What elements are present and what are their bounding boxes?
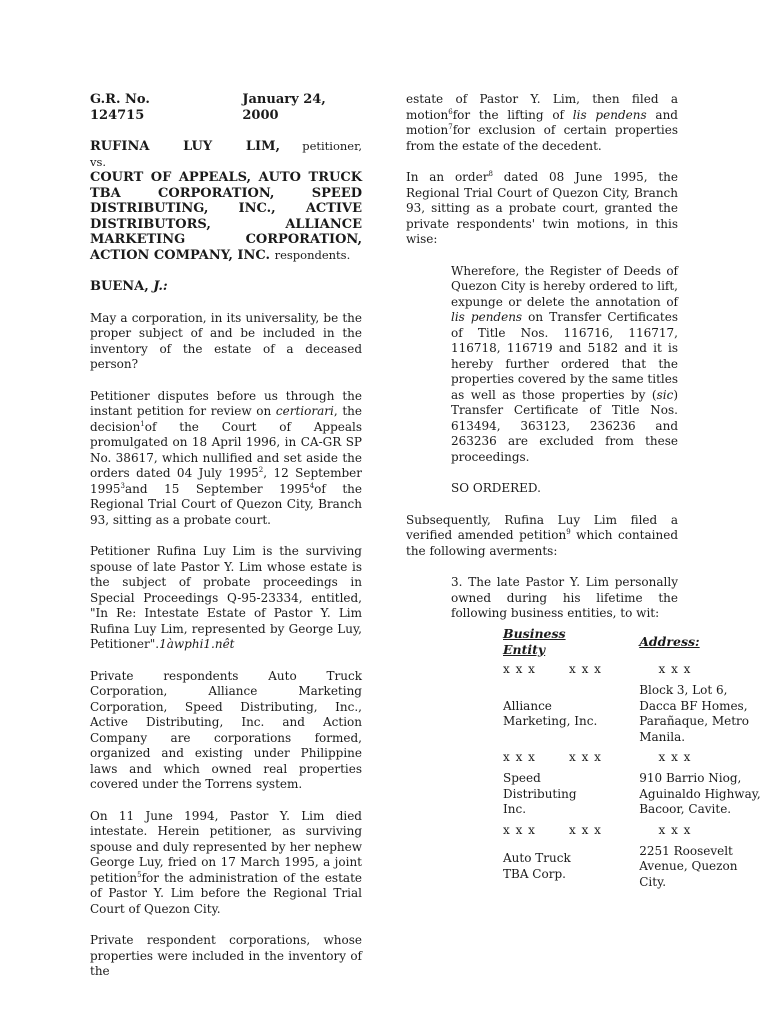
paragraph-motion: estate of Pastor Y. Lim, then filed a motion$^6$for the lifting of lis pendens and motion$^7$for exclusion of certain properties from the estate of the decedent. bbox=[406, 92, 678, 153]
quoted-order: Wherefore, the Register of Deeds of Quezon City is hereby ordered to lift, expunge or delete the annotation of lis pendens on Transfer Certificates of Title Nos. 116716, 116717, 116718, 116719 and 5182 and it is hereby further ordered that the properties covered by the same titles as well as those properties by (sic) Transfer Certificate of Title Nos. 613494, 363123, 236236 and 263236 are excluded from these proceedings. bbox=[451, 263, 678, 464]
ponente bbox=[90, 279, 362, 295]
versus: vs. bbox=[90, 154, 107, 169]
separator-row: x x x x x x x x x bbox=[503, 750, 692, 765]
paragraph-respondents: Private respondents Auto Truck Corporation, Alliance Marketing Corporation, Speed Distributing, Inc., Active Distributing, Inc. and Action Company are corporations formed, organized and existing under Philippine laws and which owned real properties covered under the Torrens system. bbox=[90, 668, 362, 791]
paragraph-petition: Petitioner disputes before us through the instant petition for review on certiorari, the decision$^1$of the Court of Appeals promulgated on 18 April 1996, in CA-GR SP No. 38617, which nullified and set aside the orders dated 04 July 1995$^2$, 12 September 1995$^3$and 15 September 1995$^4$of the Regional Trial Court of Quezon City, Branch 93, sitting as a probate court. bbox=[90, 388, 362, 527]
entity-address: 2251 Roosevelt Avenue, Quezon City. bbox=[639, 843, 738, 889]
paragraph-question: May a corporation, in its universality, be the proper subject of and be included in the inventory of the estate of a deceased person? bbox=[90, 310, 362, 371]
petitioner-line: RUFINA LUY LIM, petitioner, bbox=[90, 139, 362, 154]
quoted-averment: 3. The late Pastor Y. Lim personally owned during his lifetime the following business entities, to wit: bbox=[451, 575, 678, 620]
footnote-ref[interactable]: 4 bbox=[309, 481, 315, 490]
paragraph-petitioner: Petitioner Rufina Luy Lim is the surviving spouse of late Pastor Y. Lim whose estate is the subject of probate proceedings in Special Proceedings Q-95-23334, entitled, "In Re: Intestate Estate of Pastor Y. Lim Rufina Luy Lim, represented by George Luy, Petitioner".1àwphi1.nêt bbox=[90, 544, 362, 651]
footnote-ref[interactable]: 6 bbox=[448, 107, 453, 116]
case-header bbox=[90, 92, 362, 123]
ponente-title: J.: bbox=[153, 279, 168, 294]
table-header-row bbox=[503, 626, 768, 657]
so-ordered: SO ORDERED. bbox=[451, 481, 541, 495]
table-row bbox=[503, 844, 768, 891]
footnote-ref[interactable]: 9 bbox=[566, 528, 571, 536]
footnote-ref[interactable]: 7 bbox=[448, 123, 453, 131]
respondents-names: COURT OF APPEALS, AUTO TRUCK TBA CORPORATION, SPEED DISTRIBUTING, INC., ACTIVE DISTRIBUTORS, ALLIANCE MARKETING CORPORATION, ACTION COMPANY, INC. bbox=[90, 170, 362, 263]
separator-row: x x x x x x x x x bbox=[503, 822, 692, 837]
ponente-name: BUENA, bbox=[90, 279, 149, 294]
parties-block bbox=[90, 139, 362, 263]
separator-row: x x x x x x x x x bbox=[503, 662, 692, 677]
entity-name: Alliance Marketing, Inc. bbox=[503, 698, 598, 728]
paragraph-amended-petition: Subsequently, Rufina Luy Lim filed a verified amended petition$^9$ which contained the following averments: bbox=[406, 512, 678, 558]
paragraph-corporations: Private respondent corporations, whose properties were included in the inventory of the bbox=[90, 933, 362, 978]
respondents-role: respondents. bbox=[274, 247, 351, 262]
business-entity-table bbox=[503, 626, 768, 890]
footnote-ref[interactable]: 8 bbox=[488, 170, 493, 178]
paragraph-order: In an order$^8$ dated 08 June 1995, the Regional Trial Court of Quezon City, Branch 93, sitting as a probate court, granted the private respondents' twin motions, in this wise: bbox=[406, 170, 678, 246]
table-row bbox=[503, 683, 768, 745]
header-address: Address: bbox=[639, 633, 700, 649]
footnote-ref[interactable]: 3 bbox=[120, 481, 126, 490]
left-column bbox=[90, 92, 362, 980]
header-business-entity: Business Entity bbox=[503, 626, 566, 657]
gr-number: G.R. No. 124715 bbox=[90, 92, 150, 123]
footnote-ref[interactable]: 2 bbox=[258, 466, 264, 474]
entity-name: Auto Truck TBA Corp. bbox=[503, 851, 571, 881]
entity-address: 910 Barrio Niog, Aguinaldo Highway, Bacoor, Cavite. bbox=[639, 771, 761, 816]
footnote-ref[interactable]: 5 bbox=[137, 870, 142, 879]
entity-name: Speed Distributing Inc. bbox=[503, 771, 577, 816]
right-column bbox=[406, 92, 678, 622]
respondents bbox=[90, 170, 362, 263]
decision-date: January 24, 2000 bbox=[242, 92, 326, 123]
petitioner-role: petitioner, bbox=[302, 139, 362, 153]
watermark-text: 1àwphi1.nêt bbox=[159, 637, 235, 651]
table-row bbox=[503, 771, 768, 818]
entity-address: Block 3, Lot 6, Dacca BF Homes, Parañaque, Metro Manila. bbox=[639, 683, 750, 744]
footnote-ref[interactable]: 1 bbox=[140, 419, 145, 428]
paragraph-death: On 11 June 1994, Pastor Y. Lim died intestate. Herein petitioner, as surviving spouse and duly represented by her nephew George Luy, fried on 17 March 1995, a joint petition$^5$for the administration of the estate of Pastor Y. Lim before the Regional Trial Court of Quezon City. bbox=[90, 808, 362, 916]
